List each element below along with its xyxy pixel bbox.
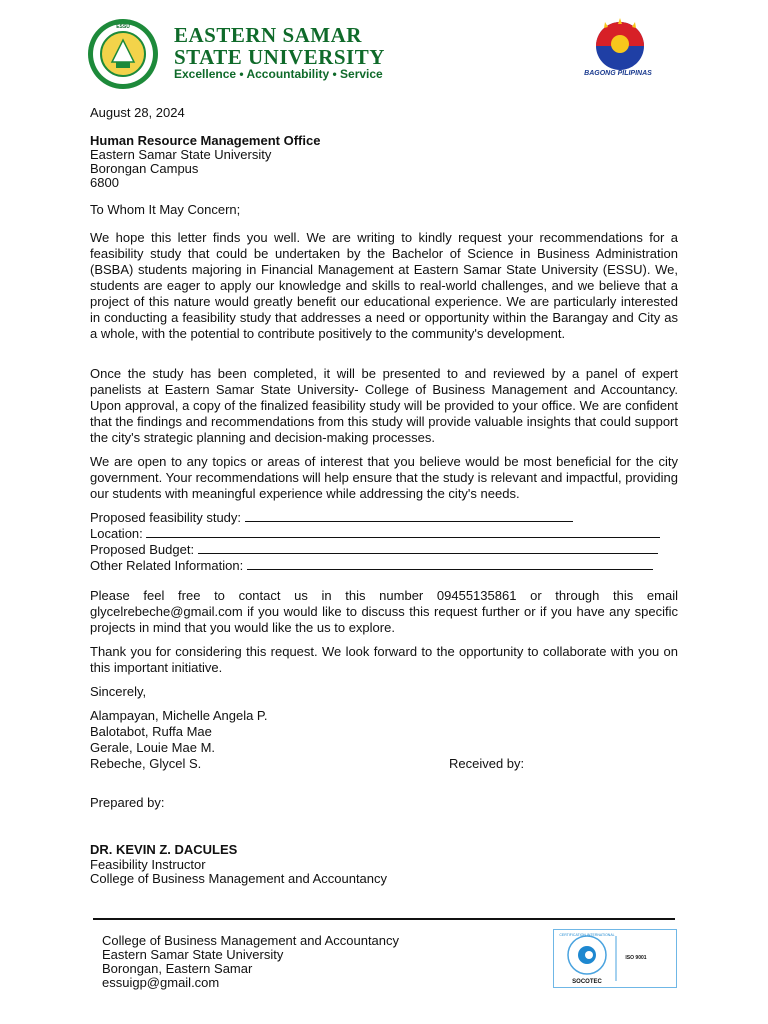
recipient-line2: Eastern Samar State University — [90, 147, 272, 162]
footer-email: essuigp@gmail.com — [102, 975, 220, 990]
prepared-by-label: Prepared by: — [90, 795, 165, 810]
field-proposed-study — [90, 510, 573, 526]
signatory-2: Balotabot, Ruffa Mae — [90, 724, 212, 739]
letter-date: August 28, 2024 — [90, 105, 185, 120]
instructor-title: Feasibility Instructor — [90, 857, 206, 872]
field-proposed-study-label: Proposed feasibility study: — [90, 510, 242, 525]
cert-standard-text: ISO 9001 — [625, 955, 647, 961]
footer-line-3: Borongan, Eastern Samar — [102, 961, 253, 976]
university-tagline: Excellence • Accountability • Service — [174, 67, 383, 81]
paragraph-2: Once the study has been completed, it will be presented to and reviewed by a panel of expert panelists at Eastern Samar State University- College of Business Management and Accountancy. Upon approval, a copy of the finalized feasibility study will be provided to your office. We are confident that the findings and recommendations from this study will provide valuable insights that could support the city's strategic planning and decision-making processes. — [90, 366, 678, 445]
signatory-3: Gerale, Louie Mae M. — [90, 740, 216, 755]
field-budget-label: Proposed Budget: — [90, 542, 195, 557]
cert-brand-text: SOCOTEC — [572, 979, 602, 985]
paragraph-3: We are open to any topics or areas of interest that you believe would be most beneficial for the city government. Your recommendations will help ensure that the study is relevant and impactful, providing our students with meaningful experience while addressing the city's needs. — [90, 454, 678, 501]
svg-text:ESSU: ESSU — [116, 24, 130, 30]
university-seal-logo — [82, 18, 164, 90]
field-budget — [90, 542, 658, 558]
paragraph-contact: Please feel free to contact us in this number 09455135861 or through this email glycelrebeche@gmail.com if you would like to discuss this request further or if you have any specific projects in mind that you would like the us to explore. — [90, 588, 678, 635]
field-other-info-blank — [247, 558, 653, 570]
field-location-blank — [146, 526, 660, 538]
paragraph-thanks: Thank you for considering this request. We look forward to the opportunity to collaborate with you on this important initiative. — [90, 644, 678, 675]
field-location-label: Location: — [90, 526, 143, 541]
footer-divider — [93, 918, 675, 920]
salutation: To Whom It May Concern; — [90, 202, 241, 217]
footer-address — [102, 934, 399, 990]
field-location — [90, 526, 660, 542]
recipient-office: Human Resource Management Office — [90, 133, 321, 148]
recipient-line3: Borongan Campus — [90, 161, 199, 176]
bagong-pilipinas-text: BAGONG PILIPINAS — [584, 70, 652, 77]
field-other-info-label: Other Related Information: — [90, 558, 244, 573]
footer-line-1: College of Business Management and Accountancy — [102, 933, 400, 948]
field-budget-blank — [198, 542, 658, 554]
signatory-4: Rebeche, Glycel S. — [90, 756, 202, 771]
recipient-line4: 6800 — [90, 175, 119, 190]
university-name — [174, 24, 385, 68]
signatory-1: Alampayan, Michelle Angela P. — [90, 708, 268, 723]
field-proposed-study-blank — [245, 510, 573, 522]
footer-line-2: Eastern Samar State University — [102, 947, 284, 962]
paragraph-1: We hope this letter finds you well. We are writing to kindly request your recommendations for a feasibility study that could be undertaken by the Bachelor of Science in Business Administration (BSBA) students majoring in Financial Management at Eastern Samar State University (ESSU). We, students are eager to apply our knowledge and skills to real-world challenges, and we believe that a project of this nature would greatly benefit our educational experience. We are particularly interested in conducting a feasibility study that addresses a need or opportunity within the Barangay and City as a whole, with the potential to contribute positively to the community's development. — [90, 230, 678, 341]
field-other-info — [90, 558, 653, 574]
received-by-label: Received by: — [449, 756, 525, 771]
university-name-line2: STATE UNIVERSITY — [174, 45, 385, 69]
university-name-line1: EASTERN SAMAR — [174, 23, 362, 47]
instructor-college: College of Business Management and Accountancy — [90, 871, 388, 886]
socotec-iso-certification-logo — [553, 929, 677, 988]
closing: Sincerely, — [90, 684, 147, 699]
cert-ring-text: CERTIFICATION INTERNATIONAL — [559, 933, 615, 937]
instructor-name: DR. KEVIN Z. DACULES — [90, 842, 238, 857]
